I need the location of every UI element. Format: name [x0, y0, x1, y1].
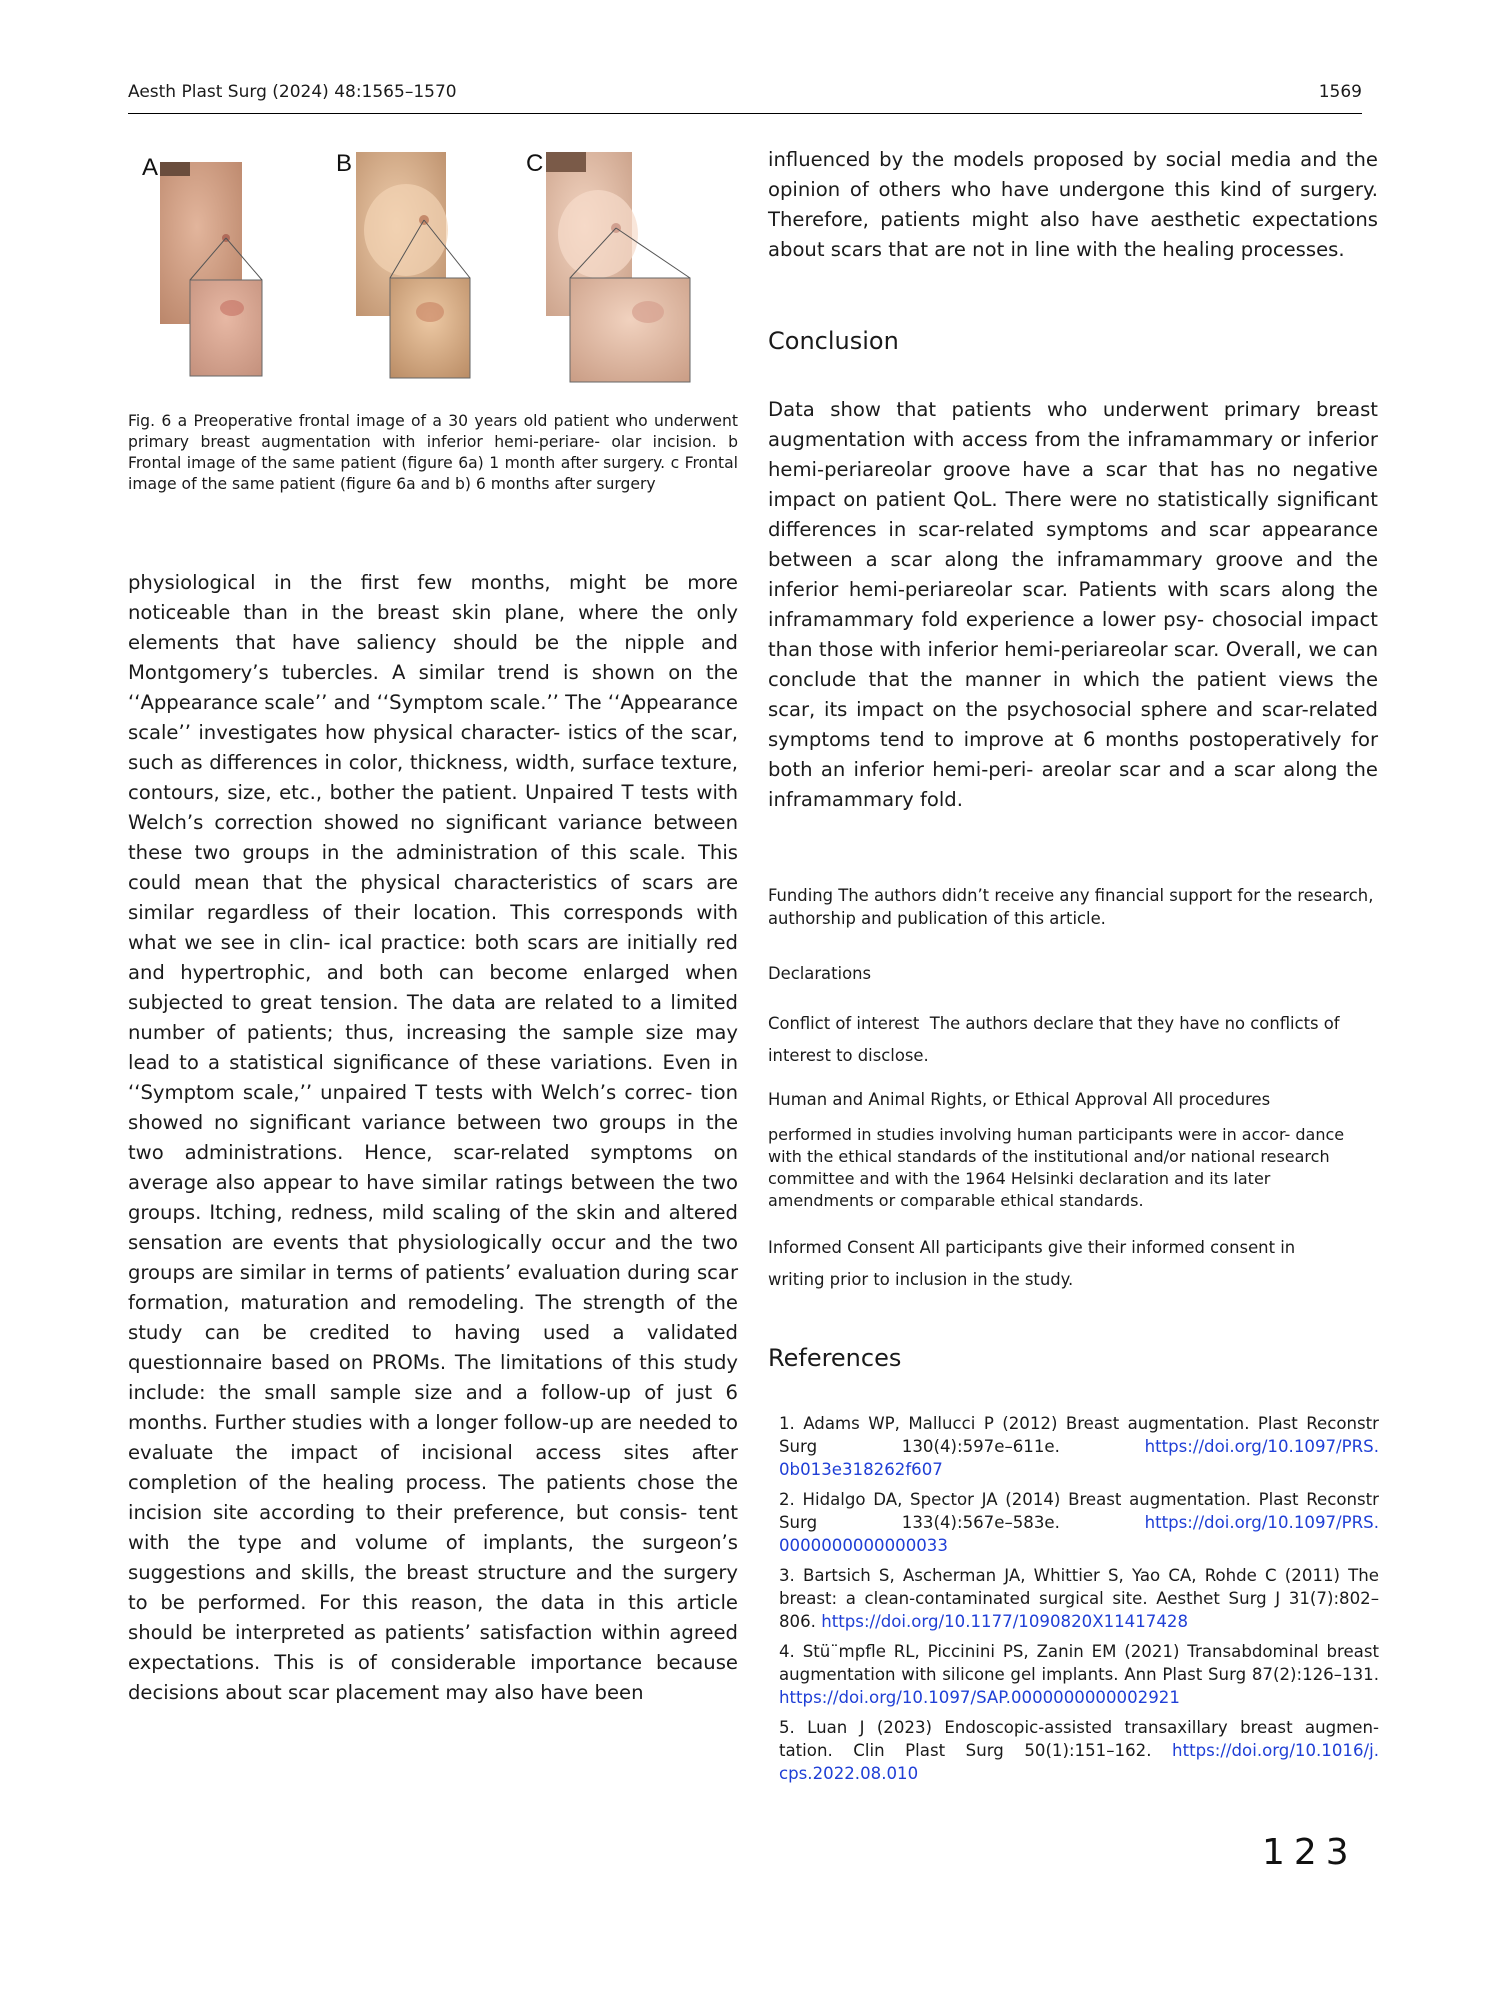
figure-6-photos	[128, 148, 738, 388]
conflict-of-interest	[768, 1012, 1378, 1067]
left-column	[128, 568, 738, 1708]
springer-mark: 123	[1262, 1832, 1358, 1873]
reference-text: 1. Adams WP, Mallucci P (2012) Breast augmentation. Plast Reconstr Surg 130(4):597e–611e.	[779, 1414, 1379, 1456]
page-number: 1569	[1318, 82, 1362, 102]
panel-b-photo	[356, 152, 470, 378]
ethics-heading-line: Human and Animal Rights, or Ethical Approval All procedures	[768, 1090, 1271, 1109]
reference-item	[779, 1564, 1379, 1633]
panel-label-c: C	[526, 150, 544, 177]
reference-doi-link[interactable]: https://doi.org/10.1177/1090820X11417428	[821, 1612, 1189, 1631]
conflict-text-2: interest to disclose.	[768, 1046, 929, 1065]
funding-statement	[768, 884, 1378, 930]
discussion-continuation: influenced by the models proposed by social media and the opinion of others who have undergone this kind of surgery. Therefore, patients might also have aesthetic expectations about scars that are not in line with the healing processes.	[768, 148, 1378, 261]
references-heading: References	[768, 1344, 902, 1372]
right-column-continuation	[768, 145, 1378, 265]
reference-item	[779, 1640, 1379, 1709]
consent-line: Informed Consent All participants give their informed consent in	[768, 1238, 1296, 1257]
figure-6	[128, 148, 738, 388]
reference-item	[779, 1488, 1379, 1557]
reference-doi-link[interactable]: https://doi.org/10.1016/j. cps.2022.08.010	[779, 1741, 1379, 1783]
declarations-heading: Declarations	[768, 964, 872, 983]
panel-label-a: A	[142, 154, 159, 181]
reference-text: 2. Hidalgo DA, Spector JA (2014) Breast augmentation. Plast Reconstr Surg 133(4):567e–583e.	[779, 1490, 1379, 1532]
reference-doi-link[interactable]: https://doi.org/10.1097/SAP.0000000000002921	[779, 1688, 1180, 1707]
reference-text: 4. Stü¨mpfle RL, Piccinini PS, Zanin EM (2021) Transabdominal breast augmentation with silicone gel implants. Ann Plast Surg 87(2):126–131.	[779, 1642, 1379, 1684]
panel-label-b: B	[336, 150, 353, 177]
conflict-text: The authors declare that they have no conflicts of	[929, 1014, 1340, 1033]
funding-text: Funding The authors didn’t receive any financial support for the research, authorship and publication of this article.	[768, 886, 1374, 928]
reference-list	[779, 1412, 1379, 1792]
running-header	[128, 82, 1362, 102]
reference-item	[779, 1716, 1379, 1785]
ethics-text: performed in studies involving human participants were in accor- dance with the ethical standards of the institutional and/or national research committee and with the 1964 Helsinki declaration and its later amendments or comparable ethical standards.	[768, 1125, 1345, 1210]
header-rule	[128, 113, 1362, 114]
reference-item	[779, 1412, 1379, 1481]
journal-citation: Aesth Plast Surg (2024) 48:1565–1570	[128, 82, 457, 102]
conclusion-heading: Conclusion	[768, 327, 899, 355]
panel-c-photo	[546, 152, 690, 382]
consent-line-2: writing prior to inclusion in the study.	[768, 1270, 1074, 1289]
conclusion-paragraph: Data show that patients who underwent primary breast augmentation with access from the inframammary or inferior hemi-periareolar groove have a scar that has no negative impact on patient QoL. There were no statistically significant differences in scar-related symptoms and scar appearance between a scar along the inframammary groove and the inferior hemi-periareolar scar. Patients with scars along the inframammary fold experience a lower psy- chosocial impact than those with inferior hemi-periareolar scar. Overall, we can conclude that the manner in which the patient views the scar, its impact on the psychosocial sphere and scar-related symptoms tend to improve at 6 months postoperatively for both an inferior hemi-peri- areolar scar and a scar along the inframammary fold.	[768, 398, 1378, 811]
ethics-statement	[768, 1124, 1378, 1212]
figure-caption: Fig. 6 a Preoperative frontal image of a 30 years old patient who underwent primary breast augmentation with inferior hemi-periare- olar incision. b Frontal image of the same patient (figure 6a) 1 month after surgery. c Frontal image of the same patient (figure 6a and b) 6 months after surgery	[128, 412, 738, 493]
reference-doi-link[interactable]: https://doi.org/10.1097/PRS. 0000000000000033	[779, 1513, 1379, 1555]
conflict-label: Conflict of interest	[768, 1014, 920, 1033]
panel-a-photo	[160, 162, 262, 376]
conclusion-body	[768, 395, 1378, 815]
reference-text: 5. Luan J (2023) Endoscopic-assisted transaxillary breast augmen- tation. Clin Plast Surg 50(1):151–162.	[779, 1718, 1379, 1760]
reference-doi-link[interactable]: https://doi.org/10.1097/PRS. 0b013e318262f607	[779, 1437, 1379, 1479]
discussion-paragraph: physiological in the first few months, might be more noticeable than in the breast skin plane, where the only elements that have saliency should be the nipple and Montgomery’s tubercles. A similar trend is shown on the ‘‘Appearance scale’’ and ‘‘Symptom scale.’’ The ‘‘Appearance scale’’ investigates how physical character- istics of the scar, such as differences in color, thickness, width, surface texture, contours, size, etc., bother the patient. Unpaired T tests with Welch’s correction showed no significant variance between these two groups in the administration of this scale. This could mean that the physical characteristics of scars are similar regardless of their location. This corresponds with what we see in clin- ical practice: both scars are initially red and hypertrophic, and both can become enlarged when subjected to great tension. The data are related to a limited number of patients; thus, increasing the sample size may lead to a statistical significance of these variations. Even in ‘‘Symptom scale,’’ unpaired T tests with Welch’s correc- tion showed no significant variance between two groups in the two administrations. Hence, scar-related symptoms on average also appear to have similar ratings between the two groups. Itching, redness, mild scaling of the skin and altered sensation are events that physiologically occur and the two groups are similar in terms of patients’ evaluation during scar formation, maturation and remodeling. The strength of the study can be credited to having used a validated questionnaire based on PROMs. The limitations of this study include: the small sample size and a follow-up of just 6 months. Further studies with a longer follow-up are needed to evaluate the impact of incisional access sites after completion of the healing process. The patients chose the incision site according to their preference, but consis- tent with the type and volume of implants, the surgeon’s suggestions and skills, the breast structure and the surgery to be performed. For this reason, the data in this article should be interpreted as patients’ satisfaction within agreed expectations. This is of considerable importance because decisions about scar placement may also have been	[128, 571, 738, 1704]
reference-text: 3. Bartsich S, Ascherman JA, Whittier S, Yao CA, Rohde C (2011) The breast: a clean-contaminated surgical site. Aesthet Surg J 31(7):802–806.	[779, 1566, 1379, 1631]
informed-consent	[768, 1236, 1378, 1291]
